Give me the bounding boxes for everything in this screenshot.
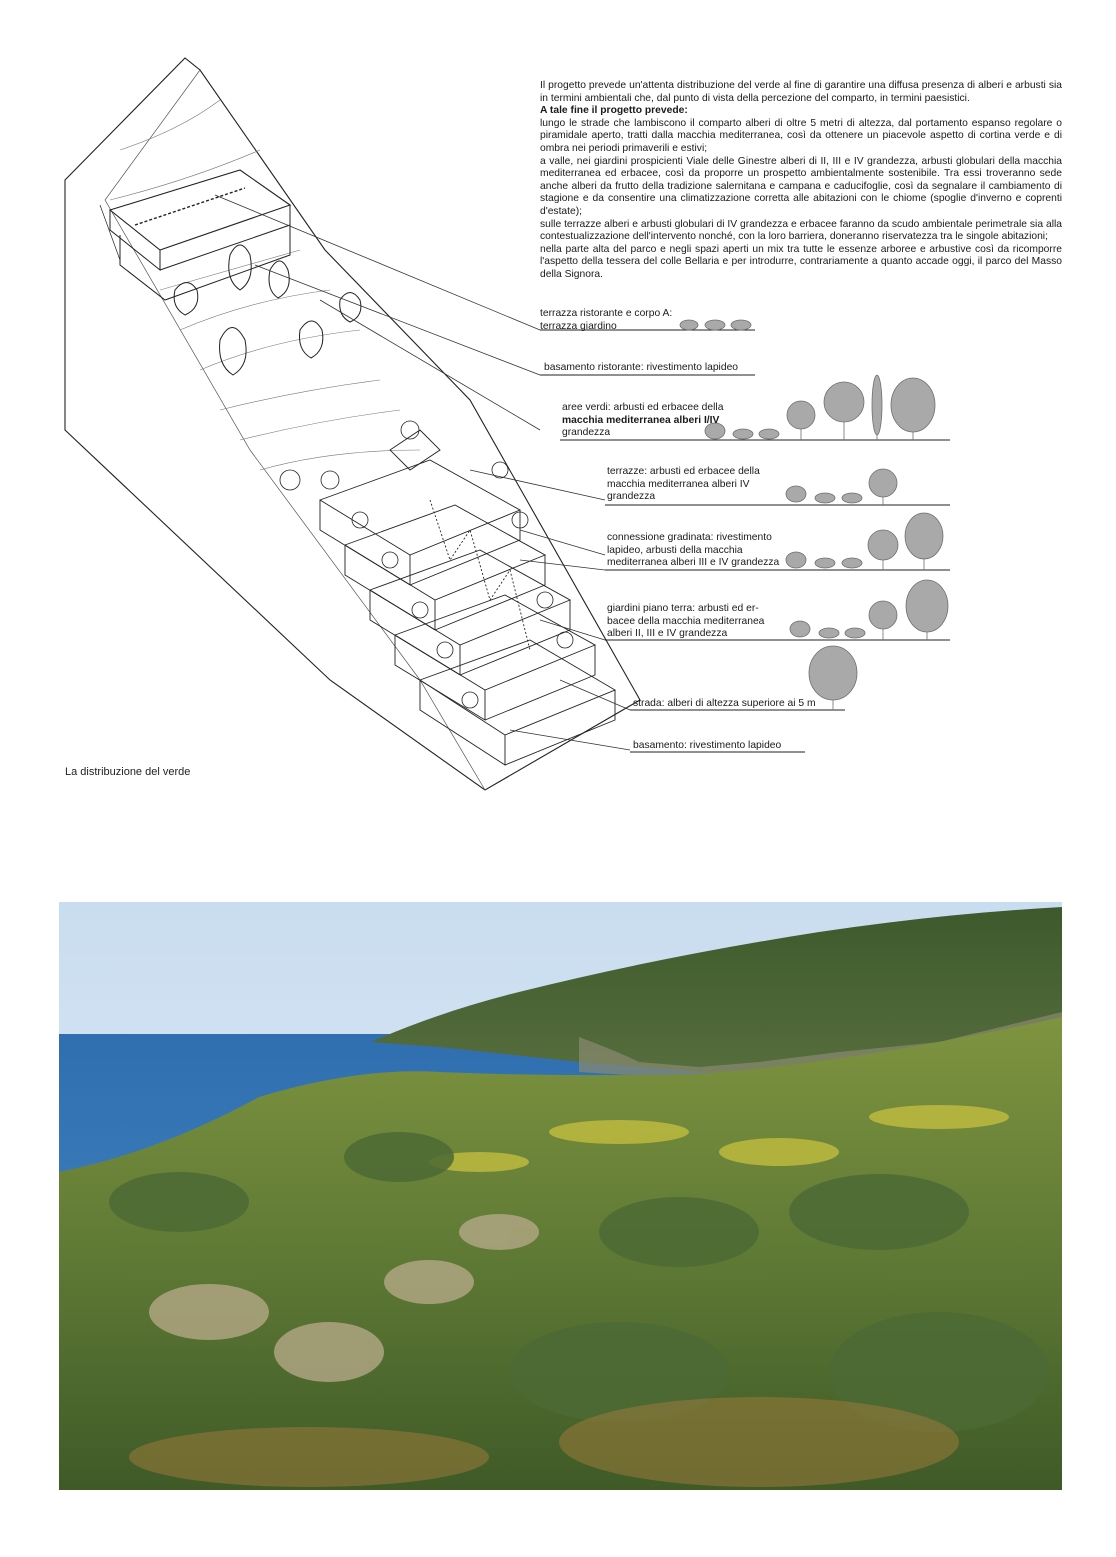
shrub-icon — [680, 320, 698, 330]
label-aree-verdi — [562, 402, 723, 440]
label-line: alberi II, III e IV grandezza — [607, 628, 728, 639]
label-basamento: basamento: rivestimento lapideo — [633, 740, 782, 751]
description-intro: Il progetto prevede un'attenta distribuzione del verde al fine di garantire una diffusa presenza di alberi e arbusti sia in termini ambientali che, dal punto di vista della percezione del comparto, in termini paesistici. — [540, 80, 1062, 104]
label-connessione-gradinata — [607, 532, 779, 570]
shrub-icon — [815, 558, 835, 568]
label-line: giardini piano terra: arbusti ed er- — [607, 603, 759, 614]
description-heading: A tale fine il progetto prevede: — [540, 105, 688, 117]
tree-icon — [787, 401, 815, 429]
description-item: lungo le strade che lambiscono il comparto alberi di oltre 5 metri di altezza, dal portamento espanso regolare o piramidale aperto, tratti dalla macchia mediterranea, così da ottenere un piacevole aspetto di cortina verde e di ombra nei periodi primaverili e estivi; — [540, 117, 1062, 154]
shrub-icon — [845, 628, 865, 638]
tree-icon — [906, 580, 948, 632]
label-line: macchia mediterranea alberi I/IV — [562, 414, 720, 426]
shrub-icon — [733, 429, 753, 439]
tree-icon — [868, 530, 898, 560]
shrub-icon — [790, 621, 810, 637]
tree-icon — [905, 513, 943, 559]
label-line: connessione gradinata: rivestimento — [607, 532, 772, 543]
shrub-icon — [786, 486, 806, 502]
label-line: terrazza ristorante e corpo A: — [540, 308, 673, 319]
label-line: grandezza — [562, 427, 611, 438]
label-line: terrazze: arbusti ed erbacee della — [607, 466, 760, 477]
description-item: nella parte alta del parco e negli spazi aperti un mix tra tutte le essenze arboree e arbustive così da ricomporre l'aspetto della tessera del colle Bellaria e per introdurre, contrariamente a quanto accade oggi, il parco del Masso della Signora. — [540, 243, 1062, 280]
cypress-icon — [872, 375, 882, 435]
tree-icon — [824, 382, 864, 422]
label-line: terrazza giardino — [540, 320, 617, 332]
label-line: macchia mediterranea alberi IV — [607, 478, 750, 490]
label-giardini-piano-terra — [607, 603, 764, 641]
label-line: grandezza — [607, 491, 656, 502]
tree-icon — [891, 378, 935, 432]
coastal-landscape-photo — [59, 902, 1062, 1490]
label-line: lapideo, arbusti della macchia — [607, 544, 743, 556]
label-basamento-ristorante: basamento ristorante: rivestimento lapideo — [544, 362, 739, 373]
tree-icon — [869, 601, 897, 629]
shrub-icon — [759, 429, 779, 439]
shrub-icon — [815, 493, 835, 503]
label-line: bacee della macchia mediterranea — [607, 615, 765, 627]
tree-icon — [809, 646, 857, 700]
description-item: sulle terrazze alberi e arbusti globulari di IV grandezza e erbacee faranno da scudo ambientale perimetrale sia alla contestualizzazione dell'intervento nonché, con la loro barriera, doneranno riservatezza tra le singole abitazioni; — [540, 218, 1062, 243]
figure-caption: La distribuzione del verde — [65, 766, 191, 778]
shrub-icon — [842, 493, 862, 503]
shrub-icon — [842, 558, 862, 568]
label-line: mediterranea alberi III e IV grandezza — [607, 557, 780, 568]
label-strada: strada: alberi di altezza superiore ai 5 m — [633, 698, 816, 709]
shrub-icon — [731, 320, 751, 330]
shrub-icon — [705, 320, 725, 330]
shrub-icon — [819, 628, 839, 638]
label-line: aree verdi: arbusti ed erbacee della — [562, 402, 724, 413]
description-item: a valle, nei giardini prospicienti Viale delle Ginestre alberi di II, III e IV grandezza, arbusti globulari della macchia mediterranea ed erbacee, così da proporre un prospetto ambientalmente sostenibile. Tra essi troveranno sede anche alberi da frutto della tradizione salernitana e campana e caducifoglie, così da segnalare il cambiamento di stagione e da consentire una climatizzazione corretta alle abitazioni con le chiome (spoglie d'inverno e coprenti d'estate); — [540, 155, 1062, 217]
label-terrazze — [607, 466, 760, 504]
label-terrazza-ristorante — [540, 308, 672, 333]
shrub-icon — [786, 552, 806, 568]
tree-icon — [869, 469, 897, 497]
